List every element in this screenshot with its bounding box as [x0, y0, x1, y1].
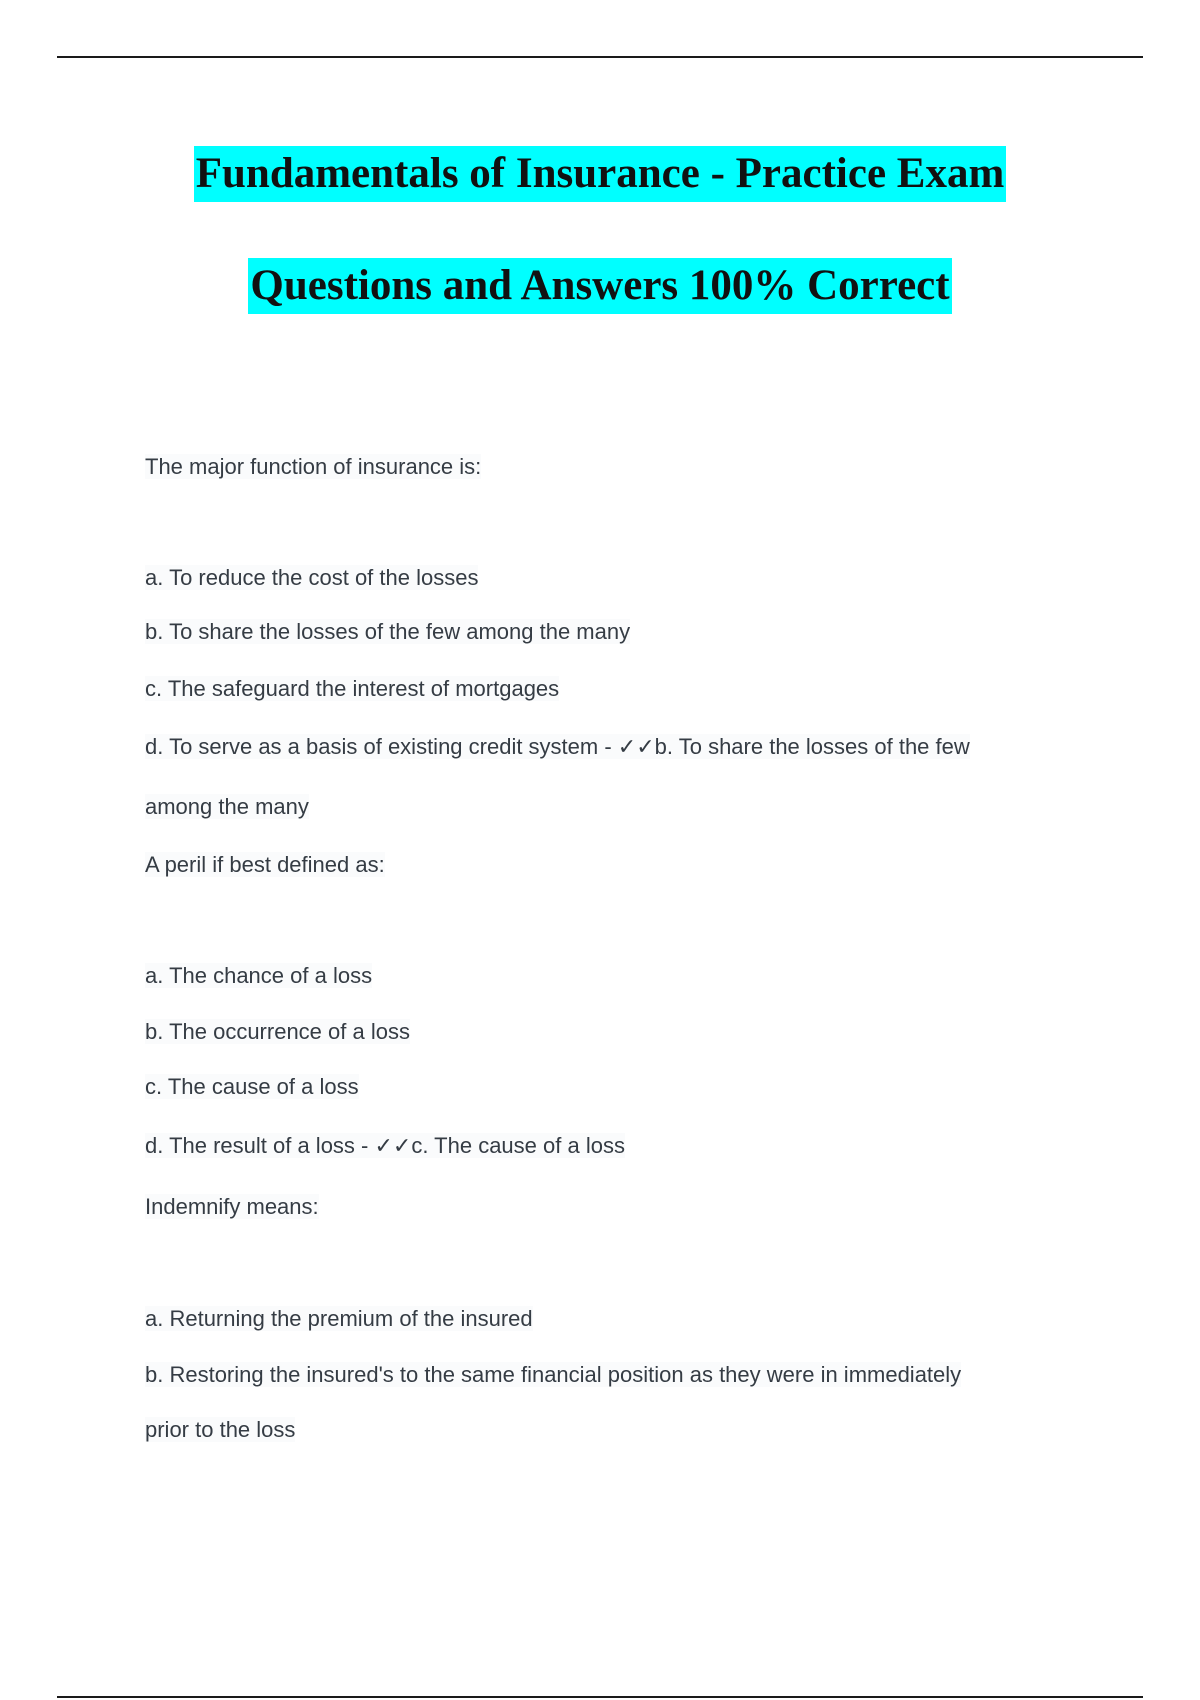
question-3-option-b: b. Restoring the insured's to the same financial position as they were in immediately [145, 1362, 962, 1387]
question-1-option-d-answer: d. To serve as a basis of existing credit system - ✓✓b. To share the losses of the few [145, 734, 970, 759]
question-2-option-b: b. The occurrence of a loss [145, 1019, 410, 1044]
question-2-option-d-answer: d. The result of a loss - ✓✓c. The cause of a loss [145, 1133, 625, 1158]
question-1-answer-continued: among the many [145, 794, 309, 819]
bottom-rule [57, 1696, 1143, 1698]
question-2-option-a: a. The chance of a loss [145, 963, 373, 988]
title-line-1 [0, 146, 1200, 258]
question-3-option-a: a. Returning the premium of the insured [145, 1306, 533, 1331]
title-line-1-text: Fundamentals of Insurance - Practice Exam [194, 146, 1007, 202]
question-1-option-b: b. To share the losses of the few among the many [145, 619, 631, 644]
title-line-2 [0, 258, 1200, 370]
question-1-option-c: c. The safeguard the interest of mortgages [145, 676, 560, 701]
question-2-text: A peril if best defined as: [145, 852, 385, 877]
top-rule [57, 56, 1143, 58]
question-3-text: Indemnify means: [145, 1194, 319, 1219]
question-2-option-c: c. The cause of a loss [145, 1074, 359, 1099]
document-title [0, 146, 1200, 370]
question-3-option-b-continued: prior to the loss [145, 1417, 296, 1442]
question-1-option-a: a. To reduce the cost of the losses [145, 565, 479, 590]
title-line-2-text: Questions and Answers 100% Correct [248, 258, 951, 314]
question-1-text: The major function of insurance is: [145, 454, 482, 479]
